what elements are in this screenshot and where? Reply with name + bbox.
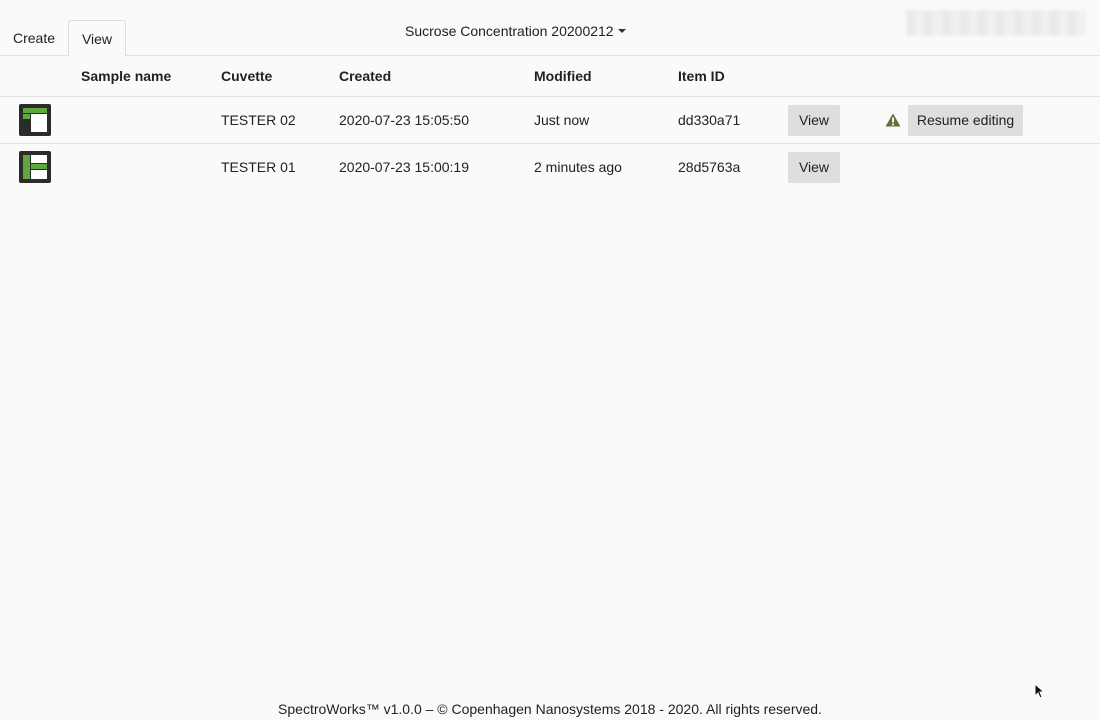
cuvette-cell: TESTER 01: [221, 159, 296, 175]
samples-table: [0, 56, 1100, 191]
tab-create[interactable]: Create: [12, 30, 56, 46]
table-row: [0, 144, 1100, 191]
created-cell: 2020-07-23 15:05:50: [339, 112, 469, 128]
column-header-created[interactable]: Created: [339, 68, 392, 84]
item-id-cell: dd330a71: [678, 112, 741, 128]
column-header-cuvette[interactable]: Cuvette: [221, 68, 273, 84]
modified-cell: Just now: [534, 112, 590, 128]
footer-copyright: SpectroWorks™ v1.0.0 – © Copenhagen Nanosystems 2018 - 2020. All rights reserved.: [278, 701, 822, 717]
caret-down-icon: [618, 29, 626, 33]
column-header-sample-name[interactable]: Sample name: [81, 68, 172, 84]
view-button[interactable]: View: [788, 152, 840, 183]
table-row: [0, 97, 1100, 144]
warning-icon: [885, 113, 901, 127]
mouse-cursor-icon: [1034, 683, 1044, 699]
tab-view[interactable]: View: [68, 20, 126, 57]
cuvette-thumbnail-icon: [19, 104, 51, 136]
column-header-modified[interactable]: Modified: [534, 68, 592, 84]
modified-cell: 2 minutes ago: [534, 159, 622, 175]
table-header-row: [0, 56, 1100, 97]
resume-editing-button[interactable]: Resume editing: [908, 105, 1023, 136]
cuvette-cell: TESTER 02: [221, 112, 296, 128]
dataset-dropdown-label: Sucrose Concentration 20200212: [405, 23, 614, 39]
column-header-item-id[interactable]: Item ID: [678, 68, 725, 84]
redacted-user-info: [906, 10, 1086, 36]
created-cell: 2020-07-23 15:00:19: [339, 159, 469, 175]
item-id-cell: 28d5763a: [678, 159, 741, 175]
header-bar: [0, 0, 1100, 56]
dataset-dropdown[interactable]: [405, 22, 626, 40]
view-button[interactable]: View: [788, 105, 840, 136]
cuvette-thumbnail-icon: [19, 151, 51, 183]
